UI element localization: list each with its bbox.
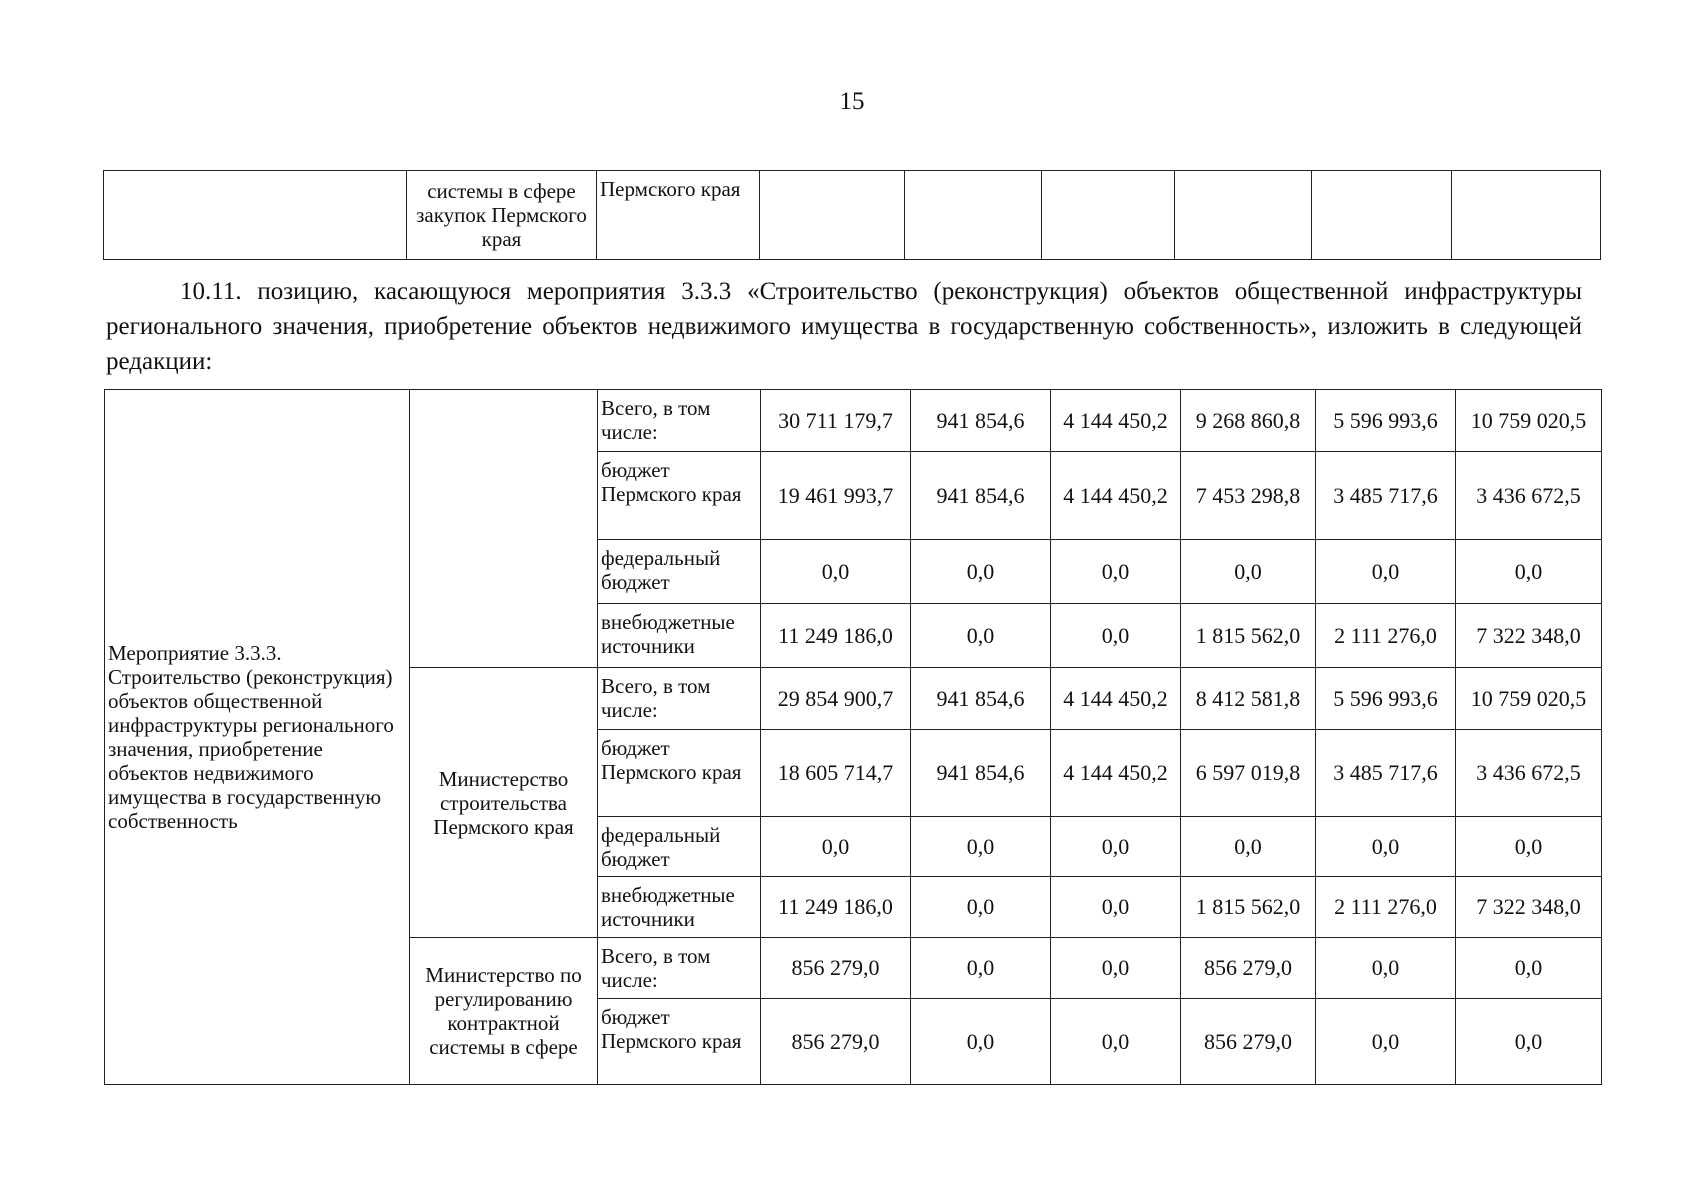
value-cell: 0,0 (1456, 817, 1602, 877)
value-cell: 0,0 (1316, 540, 1456, 604)
source-cell: бюджет Пермского края (598, 999, 761, 1085)
table-cell-empty (760, 171, 905, 260)
table-row (105, 390, 1602, 452)
executor-cell: Министерство строительства Пермского края (410, 668, 598, 938)
table-cell-empty (1452, 171, 1601, 260)
value-cell: 4 144 450,2 (1051, 668, 1181, 730)
value-cell: 856 279,0 (1181, 999, 1316, 1085)
value-cell: 0,0 (911, 877, 1051, 938)
table-cell-empty (104, 171, 407, 260)
value-cell: 0,0 (1181, 540, 1316, 604)
source-cell: Всего, в том числе: (598, 938, 761, 999)
value-cell: 11 249 186,0 (761, 877, 911, 938)
value-cell: 0,0 (1051, 540, 1181, 604)
source-cell: внебюджетные источники (598, 877, 761, 938)
page-number: 15 (839, 88, 865, 115)
value-cell: 941 854,6 (911, 452, 1051, 540)
value-cell: 30 711 179,7 (761, 390, 911, 452)
value-cell: 1 815 562,0 (1181, 604, 1316, 668)
value-cell: 19 461 993,7 (761, 452, 911, 540)
executor-cell: Министерство по регулированию контрактной системы в сфере (410, 938, 598, 1085)
table-cell-source: Пермского края (597, 171, 760, 260)
source-cell: Всего, в том числе: (598, 668, 761, 730)
value-cell: 941 854,6 (911, 390, 1051, 452)
value-cell: 7 322 348,0 (1456, 877, 1602, 938)
value-cell: 6 597 019,8 (1181, 730, 1316, 817)
executor-cell-empty (410, 390, 598, 668)
value-cell: 0,0 (1456, 938, 1602, 999)
value-cell: 0,0 (911, 540, 1051, 604)
table-row (104, 171, 1601, 260)
value-cell: 18 605 714,7 (761, 730, 911, 817)
value-cell: 856 279,0 (761, 999, 911, 1085)
value-cell: 0,0 (1051, 604, 1181, 668)
amendment-paragraph: 10.11. позицию, касающуюся мероприятия 3.3.3 «Строительство (реконструкция) объектов общественной инфраструктуры регионального значения, приобретение объектов недвижимого имущества в государственную собственность», изложить в следующей редакции: (106, 278, 1582, 375)
value-cell: 9 268 860,8 (1181, 390, 1316, 452)
value-cell: 856 279,0 (1181, 938, 1316, 999)
value-cell: 3 436 672,5 (1456, 730, 1602, 817)
value-cell: 29 854 900,7 (761, 668, 911, 730)
value-cell: 0,0 (1456, 999, 1602, 1085)
value-cell: 7 453 298,8 (1181, 452, 1316, 540)
value-cell: 0,0 (1051, 938, 1181, 999)
value-cell: 1 815 562,0 (1181, 877, 1316, 938)
value-cell: 3 485 717,6 (1316, 452, 1456, 540)
value-cell: 4 144 450,2 (1051, 390, 1181, 452)
value-cell: 0,0 (1316, 999, 1456, 1085)
value-cell: 0,0 (761, 817, 911, 877)
value-cell: 8 412 581,8 (1181, 668, 1316, 730)
value-cell: 10 759 020,5 (1456, 390, 1602, 452)
value-cell: 3 485 717,6 (1316, 730, 1456, 817)
value-cell: 4 144 450,2 (1051, 452, 1181, 540)
activity-cell: Мероприятие 3.3.3. Строительство (реконструкция) объектов общественной инфраструктуры регионального значения, приобретение объектов недвижимого имущества в государственную собственность (105, 390, 410, 1085)
source-cell: внебюджетные источники (598, 604, 761, 668)
funding-table (104, 389, 1602, 1085)
value-cell: 856 279,0 (761, 938, 911, 999)
value-cell: 0,0 (1456, 540, 1602, 604)
value-cell: 941 854,6 (911, 668, 1051, 730)
value-cell: 0,0 (1316, 938, 1456, 999)
value-cell: 0,0 (911, 604, 1051, 668)
value-cell: 3 436 672,5 (1456, 452, 1602, 540)
source-cell: федеральный бюджет (598, 817, 761, 877)
table-cell-empty (1175, 171, 1312, 260)
value-cell: 11 249 186,0 (761, 604, 911, 668)
table-cell-empty (1312, 171, 1452, 260)
continued-table-fragment (103, 170, 1601, 260)
value-cell: 0,0 (1051, 999, 1181, 1085)
value-cell: 0,0 (1051, 877, 1181, 938)
value-cell: 0,0 (1181, 817, 1316, 877)
value-cell: 0,0 (761, 540, 911, 604)
value-cell: 0,0 (911, 999, 1051, 1085)
value-cell: 0,0 (1316, 817, 1456, 877)
value-cell: 4 144 450,2 (1051, 730, 1181, 817)
value-cell: 0,0 (1051, 817, 1181, 877)
value-cell: 5 596 993,6 (1316, 668, 1456, 730)
source-cell: бюджет Пермского края (598, 452, 761, 540)
value-cell: 10 759 020,5 (1456, 668, 1602, 730)
source-cell: федеральный бюджет (598, 540, 761, 604)
value-cell: 941 854,6 (911, 730, 1051, 817)
value-cell: 2 111 276,0 (1316, 877, 1456, 938)
value-cell: 0,0 (911, 817, 1051, 877)
source-cell: бюджет Пермского края (598, 730, 761, 817)
value-cell: 0,0 (911, 938, 1051, 999)
source-cell: Всего, в том числе: (598, 390, 761, 452)
value-cell: 7 322 348,0 (1456, 604, 1602, 668)
value-cell: 5 596 993,6 (1316, 390, 1456, 452)
table-cell-empty (905, 171, 1042, 260)
table-cell-executor: системы в сфере закупок Пермского края (407, 171, 597, 260)
table-cell-empty (1042, 171, 1175, 260)
value-cell: 2 111 276,0 (1316, 604, 1456, 668)
